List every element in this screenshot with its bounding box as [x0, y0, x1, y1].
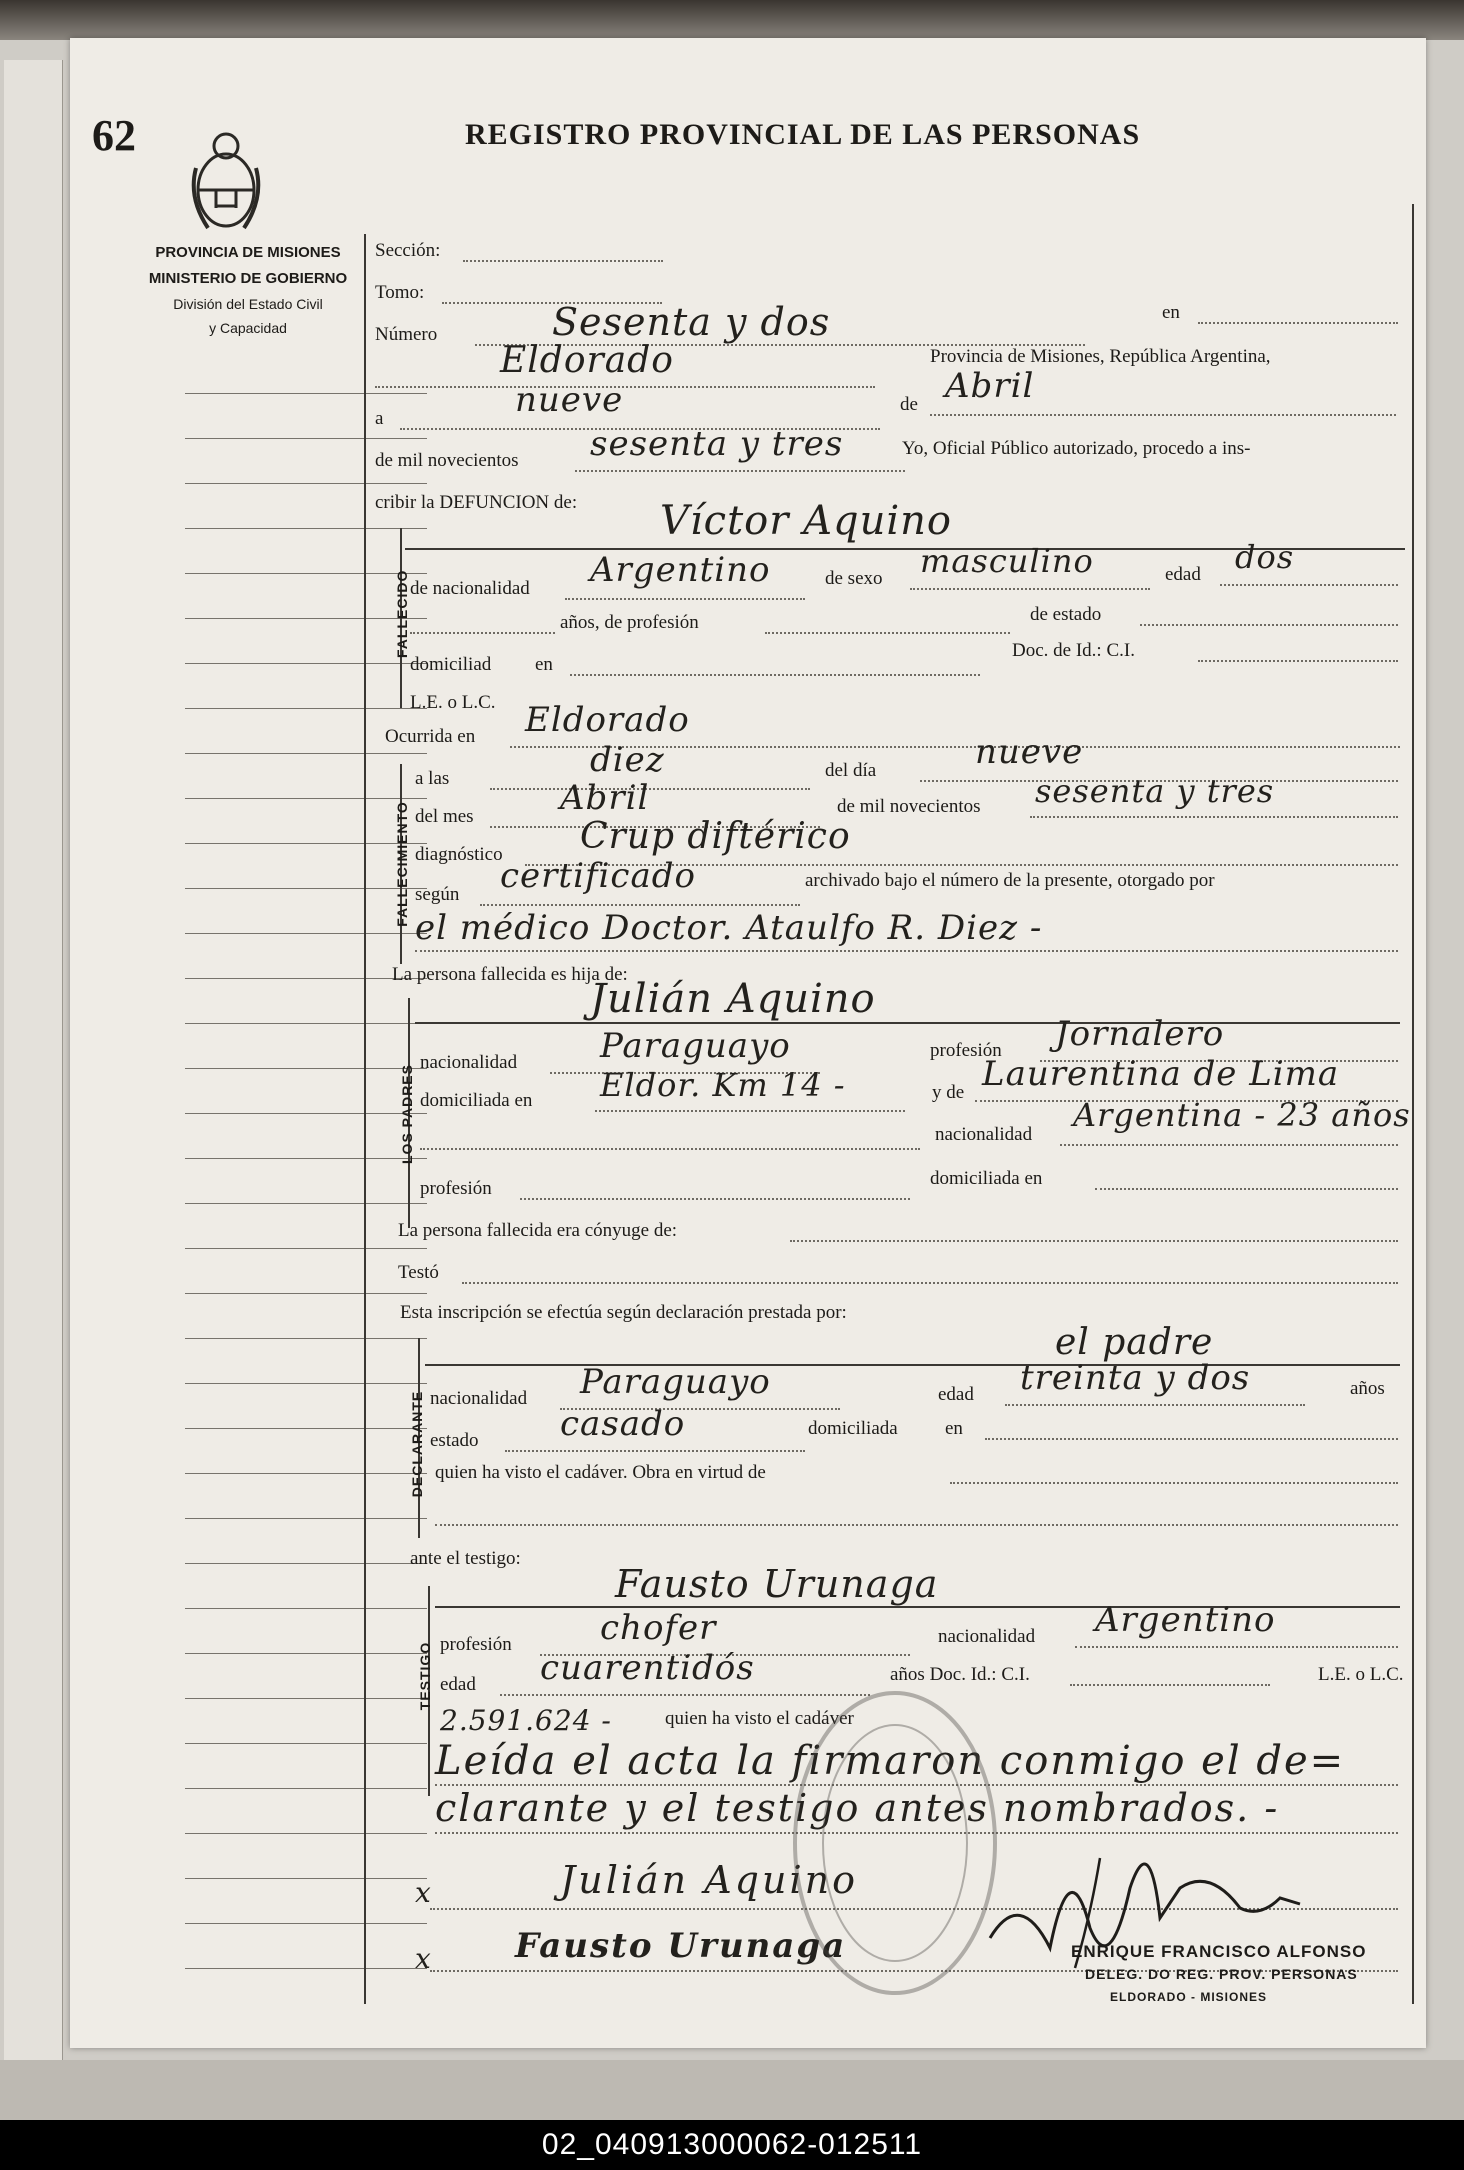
padre-nac-value: Paraguayo [600, 1026, 791, 1066]
page-edge [40, 60, 63, 2060]
lugar-value: Eldorado [500, 340, 674, 381]
segun-field [480, 904, 800, 906]
margin-rule [185, 708, 427, 709]
doc-id-field [1198, 660, 1398, 662]
yo-oficial-label: Yo, Oficial Público autorizado, procedo a ins- [902, 438, 1251, 459]
margin-rule [185, 393, 427, 394]
test-nac-field [1075, 1646, 1398, 1648]
sexo-label: de sexo [825, 568, 883, 589]
division-label: División del Estado Civil [173, 296, 323, 312]
scan-top-shadow [0, 0, 1464, 40]
margin-rule [185, 1023, 427, 1024]
signature-testigo: Fausto Urunaga [515, 1926, 847, 1966]
sexo-field [910, 588, 1150, 590]
lectura-line1: Leída el acta la firmaron conmigo el de= [435, 1738, 1346, 1784]
sexo-value: masculino [920, 542, 1094, 580]
image-id-footer: 02_040913000062-012511 [0, 2120, 1464, 2170]
de-mil-nov-label: de mil novecientos [837, 796, 981, 817]
decl-edad-value: treinta y dos [1020, 1358, 1251, 1398]
conyuge-label: La persona fallecida era cónyuge de: [398, 1220, 678, 1241]
edad-value: dos [1235, 538, 1295, 576]
margin-rule [185, 798, 427, 799]
test-le-label: L.E. o L.C. [1318, 1664, 1404, 1685]
margin-rule [185, 1608, 427, 1609]
inscripcion-label: Esta inscripción se efectúa según declaración prestada por: [400, 1302, 847, 1323]
margin-rule [185, 1203, 427, 1204]
margin-rule [185, 663, 427, 664]
margin-rule [185, 978, 427, 979]
del-mes-label: del mes [415, 806, 474, 827]
de-mil-label: de mil novecientos [375, 450, 519, 471]
margin-rule [185, 483, 427, 484]
a-label: a [375, 408, 384, 429]
dia-fall-value: nueve [975, 732, 1084, 772]
capacity-label: y Capacidad [209, 320, 287, 336]
obra-field-2 [435, 1524, 1398, 1526]
dia-value: nueve [515, 380, 624, 420]
margin-rule [185, 1428, 427, 1429]
le-lc-label: L.E. o L.C. [410, 692, 496, 713]
test-prof-label: profesión [440, 1634, 512, 1655]
margin-rule [185, 888, 427, 889]
ante-testigo-label: ante el testigo: [410, 1548, 521, 1569]
padre-field [415, 1022, 1400, 1024]
page-number: 62 [92, 111, 136, 160]
diagnostico-value: Crup diftérico [580, 816, 851, 857]
province-label: PROVINCIA DE MISIONES [155, 244, 341, 261]
decl-edad-field [1005, 1404, 1305, 1406]
testo-label: Testó [398, 1262, 439, 1283]
padre-profesion-label: profesión [420, 1178, 492, 1199]
test-doc-label: años Doc. Id.: C.I. [890, 1664, 1030, 1685]
margin-rule [185, 438, 427, 439]
margin-rule [185, 1383, 427, 1384]
decl-estado-value: casado [560, 1404, 686, 1444]
tomo-label: Tomo: [375, 282, 425, 303]
archivado-label: archivado bajo el número de la presente, otorgado por [805, 870, 1215, 891]
decl-nac-value: Paraguayo [580, 1362, 771, 1402]
persona-hija-label: La persona fallecida es hija de: [392, 964, 628, 985]
declarante-section-label: DECLARANTE [409, 1390, 425, 1498]
provincia-label: Provincia de Misiones, República Argentina, [930, 346, 1271, 367]
numero-label: Número [375, 324, 438, 345]
medico-field [415, 950, 1398, 952]
padre-dom-label: domiciliada en [420, 1090, 533, 1111]
test-nac-label: nacionalidad [938, 1626, 1036, 1647]
en-label2: en [535, 654, 553, 675]
domiciliad-label: domiciliad [410, 654, 492, 675]
lectura-line2: clarante y el testigo antes nombrados. - [435, 1786, 1280, 1830]
seccion-label: Sección: [375, 240, 441, 261]
ministry-label: MINISTERIO DE GOBIERNO [148, 270, 348, 287]
testo-field [462, 1282, 1398, 1284]
coat-of-arms-icon [188, 128, 264, 238]
seal-icon [780, 1678, 1010, 2008]
book-bottom [0, 2060, 1464, 2120]
margin-rule [185, 1923, 427, 1924]
quien-visto-label: quien ha visto el cadáver. Obra en virtud de [435, 1462, 766, 1483]
margin-rule [185, 1158, 427, 1159]
declarante-value: el padre [1055, 1322, 1214, 1363]
margin-rule [185, 933, 427, 934]
doc-id-label: Doc. de Id.: C.I. [1012, 640, 1135, 661]
madre-nac-value: Argentina - 23 años [1073, 1096, 1411, 1134]
hora-field [490, 788, 810, 790]
test-nac-value: Argentino [1095, 1600, 1276, 1640]
madre-value: Laurentina de Lima [982, 1054, 1340, 1094]
estado-field [1140, 624, 1398, 626]
decl-estado-label: estado [430, 1430, 479, 1451]
anos-profesion-label: años, de profesión [560, 612, 699, 633]
margin-rule [185, 618, 427, 619]
margin-rule [185, 1968, 427, 1969]
numero-value: Sesenta y dos [552, 300, 831, 344]
declarante-field [425, 1364, 1400, 1366]
margin-rule [185, 843, 427, 844]
margin-rule [185, 528, 427, 529]
seccion-field [463, 260, 663, 262]
padre-prof-label: profesión [930, 1040, 1002, 1061]
decl-edad-label: edad [938, 1384, 974, 1405]
margin-rule [185, 1563, 427, 1564]
signature-padre: Julián Aquino [560, 1858, 858, 1902]
segun-label: según [415, 884, 460, 905]
conyuge-field [790, 1240, 1398, 1242]
padres-blank-field [420, 1148, 920, 1150]
del-dia-label: del día [825, 760, 877, 781]
form-title: REGISTRO PROVINCIAL DE LAS PERSONAS [465, 118, 1141, 151]
madre-nac-field [1060, 1144, 1398, 1146]
padre-nac-label: nacionalidad [420, 1052, 518, 1073]
domicilio-field [570, 674, 980, 676]
stamp-role: DELEG. DO REG. PROV. PERSONAS [1085, 1966, 1358, 1982]
fallecimiento-section-label: FALLECIMIENTO [394, 801, 410, 927]
margin-rule [185, 1653, 427, 1654]
estado-label: de estado [1030, 604, 1102, 625]
nombre-value: Víctor Aquino [660, 498, 952, 544]
padres-section-label: LOS PADRES [399, 1064, 415, 1164]
testigo-value: Fausto Urunaga [615, 1562, 939, 1606]
padre-profesion-field [520, 1198, 910, 1200]
segun-value: certificado [500, 856, 696, 896]
padre-prof-value: Jornalero [1055, 1014, 1225, 1054]
stamp-place: ELDORADO - MISIONES [1110, 1990, 1268, 2004]
nacionalidad-field [565, 598, 805, 600]
madre-dom-field [1095, 1188, 1398, 1190]
anio-fall-value: sesenta y tres [1035, 772, 1275, 810]
margin-rule [185, 1743, 427, 1744]
margin-rule [185, 1473, 427, 1474]
madre-nac-label: nacionalidad [935, 1124, 1033, 1145]
ocurrida-label: Ocurrida en [385, 726, 476, 747]
margin-rule [185, 1833, 427, 1834]
decl-nac-label: nacionalidad [430, 1388, 528, 1409]
test-doc-field [1070, 1684, 1270, 1686]
lugar-field [375, 386, 875, 388]
edad-anos-field [410, 632, 555, 634]
anio-field [575, 470, 905, 472]
anio-fall-field [1030, 816, 1398, 818]
test-edad-value: cuarentidós [540, 1648, 755, 1688]
margin-rule [185, 1113, 427, 1114]
decl-anos-label: años [1350, 1378, 1385, 1399]
margin-rule [185, 1698, 427, 1699]
a-las-label: a las [415, 768, 450, 789]
decl-estado-field [505, 1450, 805, 1452]
form-left-border [364, 234, 366, 2004]
edad-field [1220, 584, 1398, 586]
mes-value: Abril [945, 366, 1035, 406]
anio-value: sesenta y tres [590, 424, 844, 464]
decl-dom-label: domiciliada [808, 1418, 898, 1439]
padre-value: Julián Aquino [590, 976, 876, 1022]
decl-dom-field [985, 1438, 1398, 1440]
mes-fall-value: Abril [560, 778, 650, 818]
en-field [1198, 322, 1398, 324]
margin-rule [185, 1338, 427, 1339]
obra-field [950, 1482, 1398, 1484]
margin-rule [185, 1518, 427, 1519]
medico-value: el médico Doctor. Ataulfo R. Diez - [415, 908, 1043, 948]
en-label: en [1162, 302, 1180, 323]
test-ci-value: 2.591.624 - [440, 1704, 612, 1737]
margin-rule [185, 573, 427, 574]
profesion-field [765, 632, 1010, 634]
stamp-name: ENRIQUE FRANCISCO ALFONSO [1071, 1942, 1367, 1961]
margin-rule [185, 1248, 427, 1249]
hora-value: diez [590, 740, 665, 780]
cribir-label: cribir la DEFUNCION de: [375, 492, 578, 513]
diagnostico-label: diagnóstico [415, 844, 503, 865]
test-edad-label: edad [440, 1674, 476, 1695]
padre-dom-field [595, 1110, 905, 1112]
mes-field [930, 414, 1396, 416]
padre-dom-value: Eldor. Km 14 - [600, 1066, 846, 1104]
de-label: de [900, 394, 918, 415]
margin-rule [185, 753, 427, 754]
edad-label: edad [1165, 564, 1201, 585]
ocurrida-value: Eldorado [525, 700, 690, 740]
madre-dom-label: domiciliada en [930, 1168, 1043, 1189]
nacionalidad-label: de nacionalidad [410, 578, 530, 599]
decl-en-label: en [945, 1418, 963, 1439]
margin-rule [185, 1068, 427, 1069]
margin-rule [185, 1293, 427, 1294]
margin-rule [185, 1788, 427, 1789]
nacionalidad-value: Argentino [590, 550, 771, 590]
quien-visto2-label: quien ha visto el cadáver [665, 1708, 854, 1729]
margin-rule [185, 1878, 427, 1879]
y-de-label: y de [932, 1082, 965, 1103]
fallecido-section-label: FALLECIDO [394, 569, 410, 658]
test-prof-value: chofer [600, 1608, 717, 1648]
form-right-border [1412, 204, 1414, 2004]
testigo-section-label: TESTIGO [417, 1641, 433, 1711]
form-page: 62 REGISTRO PROVINCIAL DE LAS PERSONAS PROVINCIA DE MISIONES MINISTERIO DE GOBIERNO División del Estado Civil y Capacidad Sección: Tomo: Número Sesenta y dos en Eldorado Provincia de Misiones, República Argentina, a nueve de Abril de mil novecientos sesenta y tres Yo, Oficial Público autorizado, procedo a ins- cribir la DEFUNCION de: FALLECIDO Víctor Aquino de nacionalidad Argentino de sexo masculino edad dos años, de profesión de estado domiciliad en Doc. de Id.: C.I. L.E. o L.C. Ocurrida en Eldorado FALLECIMIENTO a las diez del día nueve del mes Abril de mil novecientos sesenta y tres diagnóstico Crup diftérico según certificado archivado bajo el número de la presente, otorgado por el médico Doctor. Ataulfo R. Diez - La persona fallecida es hija de: LOS PADRES Julián Aquino nacionalidad Paraguayo profesión Jornalero domiciliada en Eldor. Km 14 - y de Laurentina de Lima nacionalidad Argentina - 23 años profesión domiciliada en La persona fallecida era cónyuge de: Testó Esta inscripción se efectúa según declaración prestada por: DECLARANTE el padre nacionalidad Paraguayo edad treinta y dos años estado casado domiciliada en quien ha visto el cadáver. Obra en virtud de ante el testigo: TESTIGO Fausto Urunaga profesión chofer nacionalidad Argentino edad cuarentidós años Doc. Id.: C.I. L.E. o L.C. 2.591.624 - quien ha visto el cadáver Leída el acta la firmaron conmigo el de= clarante y el testigo antes nombrados. - x Julián Aquino x Fausto Urunaga ENRIQUE FRANCISCO ALFONSO DELEG. DO REG. PROV. PERSONAS ELDORADO - MISIONES [70, 38, 1426, 2048]
